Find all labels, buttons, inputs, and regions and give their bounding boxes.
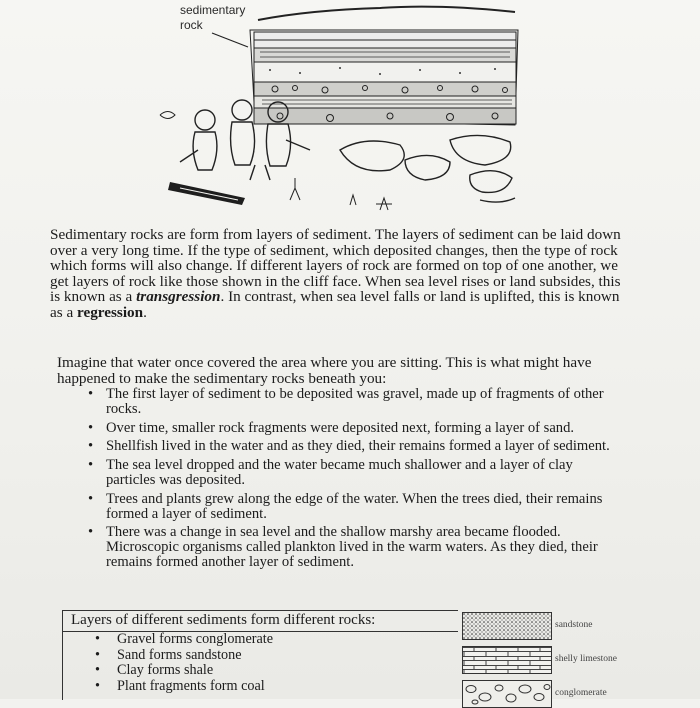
shelly-limestone-label: shelly limestone xyxy=(555,654,618,664)
figure-label-line2: rock xyxy=(180,18,203,32)
list-item xyxy=(84,458,614,488)
layer-item-text: Plant fragments form coal xyxy=(117,677,265,694)
list-item xyxy=(91,648,273,664)
conglomerate-pattern-icon xyxy=(463,681,551,707)
list-item-text: Trees and plants grew along the edge of the water. When the trees died, their remains formed a layer of sediment. xyxy=(106,490,603,522)
shelly-limestone-swatch xyxy=(462,646,552,674)
sedimentary-cliff-illustration xyxy=(150,0,530,222)
sandstone-pattern-icon xyxy=(463,613,551,639)
list-item xyxy=(84,439,614,454)
bullet-icon: • xyxy=(88,386,94,402)
imagine-paragraph: Imagine that water once covered the area where you are sitting. This is what might have happened to make the sedimentary rocks beneath you: xyxy=(57,354,592,387)
bullet-icon: • xyxy=(95,631,100,647)
bullet-icon: • xyxy=(88,457,94,474)
figure-label-line1: sedimentary xyxy=(180,3,246,17)
layer-item-text: Gravel forms conglomerate xyxy=(117,631,274,647)
list-item xyxy=(91,632,273,648)
sandstone-label: sandstone xyxy=(555,620,593,630)
term-regression: regression xyxy=(77,303,144,321)
bullet-icon: • xyxy=(88,438,94,455)
intro-paragraph xyxy=(50,227,630,321)
layers-box xyxy=(62,610,458,700)
intro-text-2: . In contrast, when sea level falls or land is uplifted, this is known as a xyxy=(50,288,620,321)
list-item xyxy=(91,663,273,679)
bullet-icon: • xyxy=(88,419,94,436)
bullet-icon: • xyxy=(95,662,100,679)
bullet-icon: • xyxy=(88,490,94,507)
layers-list xyxy=(91,632,273,694)
intro-text-1: Sedimentary rocks are form from layers of sediment. The layers of sediment can be laid down over a very long time. If the type of sediment, which deposited changes, then the type of rock which forms will also change. If different layers of rock are formed on top of one another, we get layers of rock like those shown in the cliff face. When sea level rises or land subsides, this is known as a xyxy=(50,226,621,306)
bullet-icon: • xyxy=(95,677,100,694)
bullet-icon: • xyxy=(95,646,100,663)
list-item-text: Shellfish lived in the water and as they died, their remains formed a layer of sediment. xyxy=(106,438,610,455)
list-item-text: The first layer of sediment to be deposited was gravel, made up of fragments of other rocks. xyxy=(106,386,604,417)
layers-title: Layers of different sediments form different rocks: xyxy=(71,612,376,628)
bullet-icon: • xyxy=(88,524,94,541)
layer-item-text: Sand forms sandstone xyxy=(117,646,242,663)
list-item-text: There was a change in sea level and the shallow marshy area became flooded. Microscopic organisms called plankton lived in the warm waters. As they died, their remains formed another layer of sediment. xyxy=(106,524,598,570)
rock-legend xyxy=(460,610,700,699)
foreground-log xyxy=(168,182,245,205)
conglomerate-label: conglomerate xyxy=(555,688,607,698)
list-item xyxy=(84,421,614,436)
list-item-text: The sea level dropped and the water became much shallower and a layer of clay particles was deposited. xyxy=(106,457,573,488)
list-item-text: Over time, smaller rock fragments were deposited next, forming a layer of sand. xyxy=(106,419,575,436)
list-item xyxy=(84,387,614,417)
shelly-limestone-pattern-icon xyxy=(463,647,551,673)
term-transgression: transgression xyxy=(136,288,221,306)
beach-rocks xyxy=(340,135,515,202)
list-item xyxy=(84,492,614,522)
sandstone-swatch xyxy=(462,612,552,640)
deposition-steps-list xyxy=(84,387,614,574)
list-item xyxy=(84,525,614,569)
layer-item-text: Clay forms shale xyxy=(117,662,214,679)
cliff-layers xyxy=(250,7,518,125)
intro-text-3: . xyxy=(143,303,147,321)
figure-pointer-line xyxy=(212,33,248,47)
list-item xyxy=(91,679,273,695)
conglomerate-swatch xyxy=(462,680,552,708)
